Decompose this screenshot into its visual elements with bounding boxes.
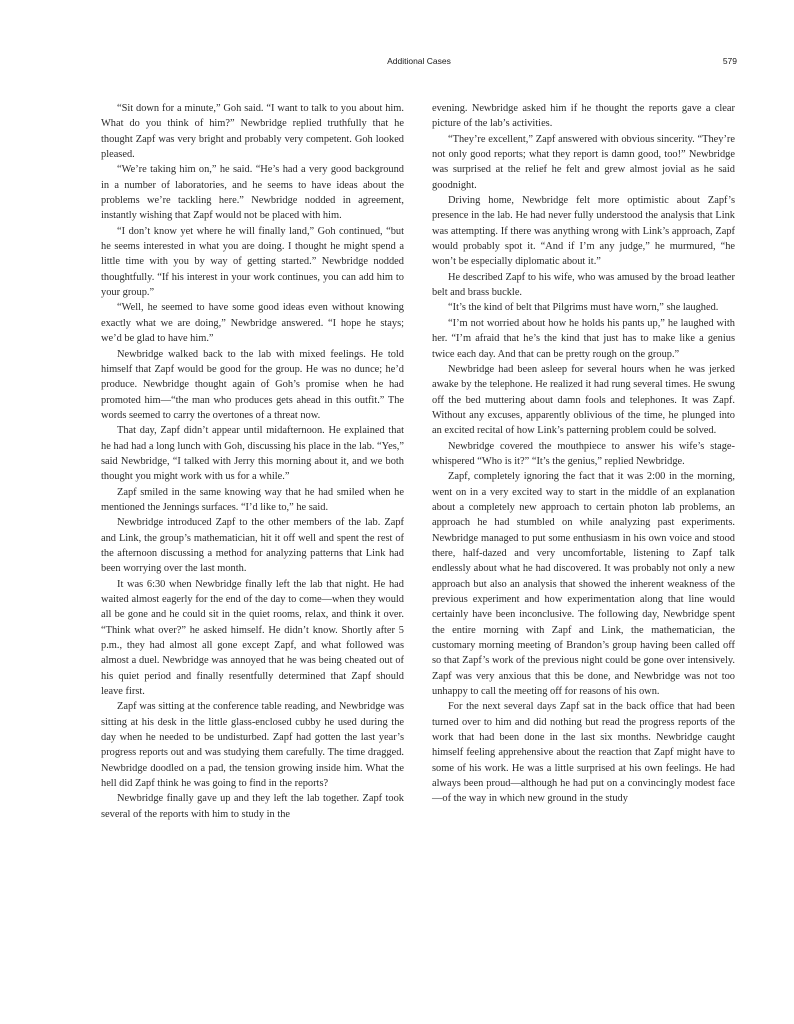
paragraph: Newbridge walked back to the lab with mixed feelings. He told himself that Zapf would be good for the group. He was no dunce; he’d produce. Newbridge thought again of Goh’s promise when he had promoted him—“the man who produces gets ahead in this outfit.” The words seemed to carry the overtones of a threat now. [101, 348, 404, 421]
paragraph: It was 6:30 when Newbridge finally left the lab that night. He had waited almost eagerly for the end of the day to come—when they would all be gone and he could sit in the quiet rooms, relax, and think it over. “Think what over?” he asked himself. He didn’t know. Shortly after 5 p.m., they had almost all gone except Zapf, and what followed was almost a duel. Newbridge was annoyed that he was being cheated out of his quiet period and finally resentfully determined that Zapf should leave first. [101, 578, 404, 698]
paragraph: Newbridge finally gave up and they left the lab together. Zapf took several of the reports with him to study in the [101, 793, 404, 820]
paragraph: “Well, he seemed to have some good ideas even without knowing exactly what we are doing,” Newbridge answered. “I hope he stays; we’d be glad to have him.” [101, 302, 404, 345]
left-column [101, 101, 404, 822]
paragraph: Newbridge covered the mouthpiece to answer his wife’s stage-whispered “Who is it?” “It’s the genius,” replied Newbridge. [432, 440, 735, 467]
running-head-title: Additional Cases [387, 56, 451, 66]
paragraph: Newbridge introduced Zapf to the other members of the lab. Zapf and Link, the group’s mathematician, hit it off well and spent the rest of the afternoon discussing a method for analyzing patterns that Link had been worrying over the last month. [101, 517, 404, 575]
paragraph: Zapf, completely ignoring the fact that it was 2:00 in the morning, went on in a very excited way to start in the middle of an explanation about a completely new approach to certain photon lab problems, an approach he had stumbled on while analyzing past experiments. Newbridge managed to put some enthusiasm in his own voice and stood there, half-dazed and very uncomfortable, listening to Zapf talk endlessly about what he had discovered. It was probably not only a new approach but also an analysis that showed the inherent weakness of the previous experiment and how experimentation along that line would certainly have been inconclusive. The following day, Newbridge spent the entire morning with Zapf and Link, the mathematician, the customary morning meeting of Brandon’s group having been called off so that Zapf’s work of the previous night could be gone over intensively. Zapf was very anxious that this be done, and Newbridge was not too unhappy to call the meeting off for reasons of his own. [432, 471, 735, 698]
paragraph: Zapf smiled in the same knowing way that he had smiled when he mentioned the Jennings surfaces. “I’d like to,” he said. [101, 486, 404, 513]
paragraph: “We’re taking him on,” he said. “He’s had a very good background in a number of laboratories, and he seems to have ideas about the problems we’re tackling here.” Newbridge nodded in agreement, instantly wishing that Zapf would not be placed with him. [101, 164, 404, 222]
paragraph: “I don’t know yet where he will finally land,” Goh continued, “but he seems interested in what you are doing. I thought he might spend a little time with you by way of getting started.” Newbridge nodded thoughtfully. “If his interest in your work continues, you can add him to your group.” [101, 225, 404, 299]
paragraph: Driving home, Newbridge felt more optimistic about Zapf’s presence in the lab. He had never fully understood the analysis that Link was attempting. If there was anything wrong with Link’s approach, Zapf would probably spot it. “And if I’m any judge,” he murmured, “he won’t be especially diplomatic about it.” [432, 195, 735, 268]
paragraph: “It’s the kind of belt that Pilgrims must have worn,” she laughed. [448, 302, 719, 314]
paragraph: Newbridge had been asleep for several hours when he was jerked awake by the telephone. He realized it had rung several times. He swung off the bed muttering about damn fools and telephones. It was Zapf. Without any excuses, apparently oblivious of the time, he plunged into an excited recital of how Link’s patterning problem could be solved. [432, 363, 735, 437]
page-number: 579 [722, 56, 737, 66]
paragraph: “They’re excellent,” Zapf answered with obvious sincerity. “They’re not only good reports; what they report is damn good, too!” Newbridge was surprised at the relief he felt and grew almost jovial as he said goodnight. [432, 133, 735, 191]
paragraph: “I’m not worried about how he holds his pants up,” he laughed with her. “I’m afraid that he’s the kind that just has to make like a genius twice each day. And that can be pretty rough on the group.” [432, 317, 735, 360]
running-head [101, 56, 737, 70]
paragraph: For the next several days Zapf sat in the back office that had been turned over to him and did nothing but read the progress reports of the work that had been done in the last six months. Newbridge caught himself feeling apprehensive about the reaction that Zapf might have to some of his work. He was a little surprised at his own feelings. He had always been proud—although he had put on a convincingly modest face—of the way in which new ground in the study [432, 701, 735, 805]
paragraph: That day, Zapf didn’t appear until midafternoon. He explained that he had had a long lunch with Goh, discussing his place in the lab. “Yes,” said Newbridge, “I talked with Jerry this morning about it, and we both thought you might work with us for a while.” [101, 425, 404, 483]
right-column [432, 101, 735, 807]
paragraph: He described Zapf to his wife, who was amused by the broad leather belt and brass buckle. [432, 271, 735, 299]
paragraph: Zapf was sitting at the conference table reading, and Newbridge was sitting at his desk in the little glass-enclosed cubby he used during the day when he needed to be undisturbed. Zapf had gotten the last year’s progress reports out and was studying them carefully. The time dragged. Newbridge doodled on a pad, the tension growing inside him. What the hell did Zapf think he was going to find in the reports? [101, 701, 404, 790]
paragraph-continued: evening. Newbridge asked him if he thought the reports gave a clear picture of the lab’s activities. [432, 103, 735, 130]
paragraph: “Sit down for a minute,” Goh said. “I want to talk to you about him. What do you think of him?” Newbridge replied truthfully that he thought Zapf was very bright and probably very competent. Goh looked pleased. [101, 103, 404, 161]
